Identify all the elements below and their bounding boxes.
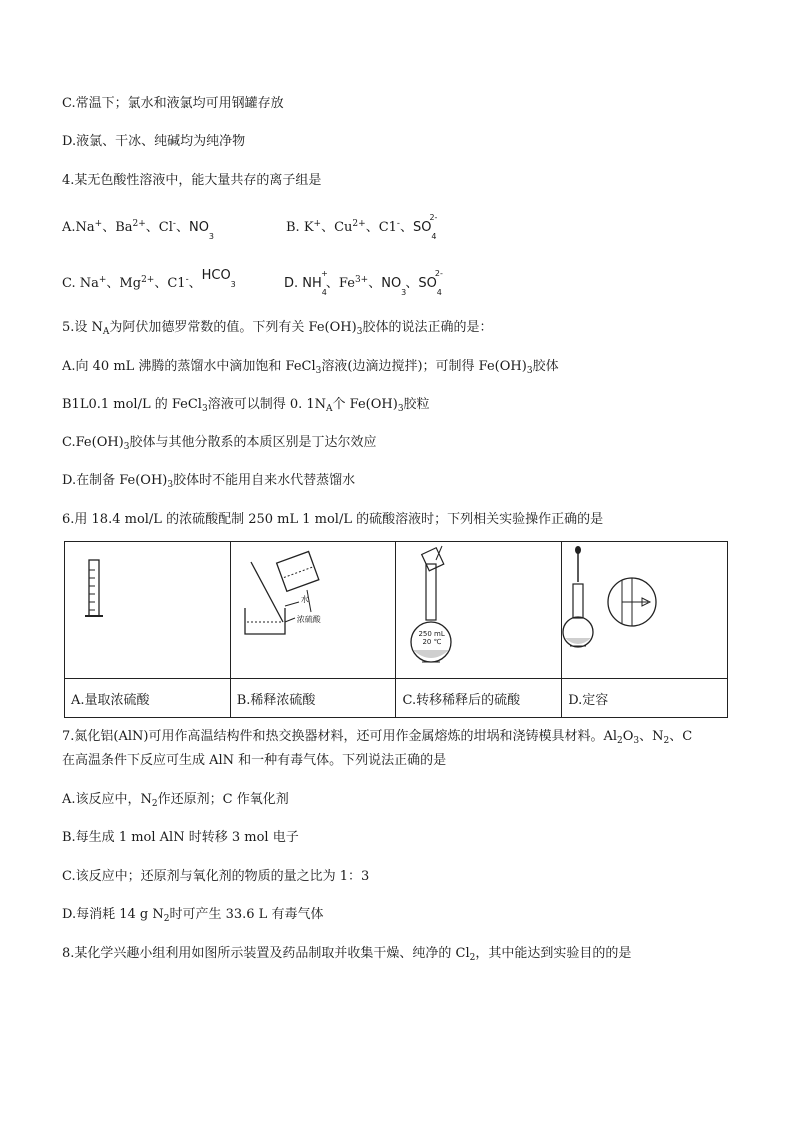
q7-option-b: B.每生成 1 mol AlN 时转移 3 mol 电子 [62,830,299,845]
q4-option-c: C. Na+、$Mg^{2+}$、C1-、HCO 3 [62,268,236,291]
q8-stem: 8.某化学兴趣小组利用如图所示装置及药品制取并收集干燥、纯净的 $Cl_2$，其中能达到实验目的的是 [62,946,632,963]
q5-option-a: A.向 40 mL 沸腾的蒸馏水中滴加饱和 FeCl$_3$溶液(边滴边搅拌)；可制得 $Fe(OH)_3$胶体 [62,359,559,376]
q6-caption-d: D.定容 [562,679,728,718]
q4-stem: 4.某无色酸性溶液中，能大量共存的离子组是 [62,173,322,188]
q4-option-a: A.Na+、$Ba^{2+}$、Cl-、NO 3 [62,219,214,241]
graduated-cylinder-icon [65,542,231,678]
label-flask-temp: 20 ℃ [422,638,442,646]
q5-stem: 5.设 $N_A$为阿伏加德罗常数的值。下列有关 $Fe(OH)_3$胶体的说法正确的是： [62,320,493,337]
q6-caption-c: C.转移稀释后的硫酸 [396,679,562,718]
q5-option-d: D.在制备 $Fe(OH)_3$胶体时不能用自来水代替蒸馏水 [62,473,356,490]
q6-caption-a: A.量取浓硫酸 [65,679,231,718]
label-flask-volume: 250 mL [418,630,445,638]
dilution-beakers-icon [231,542,397,678]
q7-stem-line1: 7.氮化铝(AlN)可用作高温结构件和热交换器材料，还可用作金属熔炼的坩埚和浇铸模具材料。$Al_2O_3$、$N_2$、C [62,729,693,746]
q6-figure-c [396,542,562,679]
volumetric-flask-transfer-icon [396,542,562,678]
q3-option-c: C.常温下；氯水和液氯均可用钢罐存放 [62,96,284,111]
label-water: 水 [300,595,309,604]
q4-option-d: D. NH + 4 、$Fe^{3+}$、NO 3 、SO 2- 4 [284,269,443,297]
q6-apparatus-table [64,541,728,718]
q6-figure-a [65,542,231,679]
q7-option-a: A.该反应中，$N_2$作还原剂；C 作氧化剂 [62,792,289,809]
q6-figure-b [230,542,396,679]
q4-option-b: B. K+、$Cu^{2+}$、C1-、SO 2- 4 [286,213,438,241]
q6-stem: 6.用 18.4 mol/L 的浓硫酸配制 250 mL 1 mol/L 的硫酸溶液时；下列相关实验操作正确的是 [62,512,604,527]
label-conc-acid: 浓硫酸 [296,615,321,624]
q3-option-d: D.液氯、干冰、纯碱均为纯净物 [62,134,246,149]
q6-figure-d [562,542,728,679]
q5-option-b: B1L0.1 mol/L 的 FeCl$_3$溶液可以制得 0. $1N_A$个 $Fe(OH)_3$胶粒 [62,397,430,414]
q7-stem-line2: 在高温条件下反应可生成 AlN 和一种有毒气体。下列说法正确的是 [62,753,447,768]
dropper-flask-icon [562,542,728,678]
q7-option-d: D.每消耗 14 g $N_2$时可产生 33.6 L 有毒气体 [62,907,324,924]
q7-option-c: C.该反应中；还原剂与氧化剂的物质的量之比为 1：3 [62,869,370,884]
q5-option-c: $C.Fe(OH)_3$胶体与其他分散系的本质区别是丁达尔效应 [62,435,377,452]
q6-caption-b: B.稀释浓硫酸 [230,679,396,718]
